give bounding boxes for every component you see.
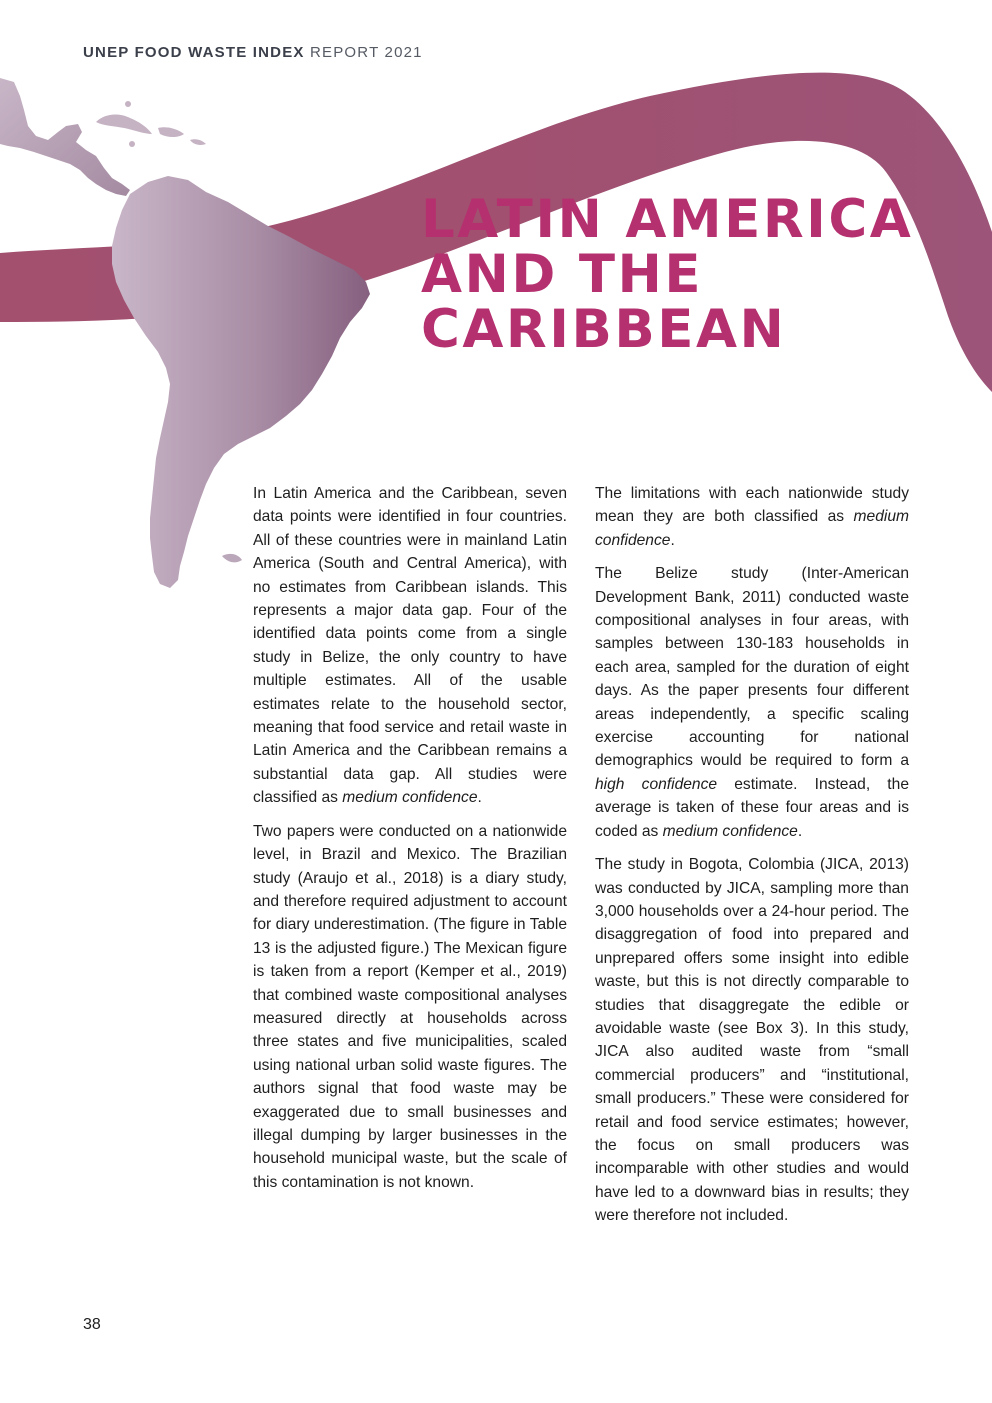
title-line-2: AND THE — [421, 244, 704, 305]
right-text-column — [595, 482, 909, 1238]
page-title — [421, 189, 961, 360]
title-line-3: CARIBBEAN — [421, 299, 787, 360]
title-line-1: LATIN AMERICA — [421, 189, 914, 250]
left-text-column — [253, 482, 567, 1204]
paragraph: The limitations with each nationwide study mean they are both classified as medium confidence. — [595, 485, 909, 549]
caribbean-islands-shape — [96, 115, 152, 134]
report-header-title: UNEP FOOD WASTE INDEX — [83, 44, 305, 61]
paragraph: Two papers were conducted on a nationwide level, in Brazil and Mexico. The Brazilian study (Araujo et al., 2018) is a diary study, and therefore required adjustment to account for diary underestimation. (The figure in Table 13 is the adjusted figure.) The Mexican figure is taken from a report (Kemper et al., 2019) that combined waste compositional analyses measured directly at households across three states and five municipalities, scaled using national urban solid waste figures. The authors signal that food waste may be exaggerated due to small businesses and illegal dumping by larger businesses in the household municipal waste, but the scale of this contamination is not known. — [253, 822, 567, 1191]
central-america-shape — [0, 78, 130, 196]
report-header-subtitle: REPORT 2021 — [304, 44, 423, 61]
paragraph: The study in Bogota, Colombia (JICA, 2013) was conducted by JICA, sampling more than 3,000 households over a 24-hour period. The disaggregation of food into prepared and unprepared offers some insight into edible waste, but this is not directly comparable to studies that disaggregate the edible or avoidable waste (see Box 3). In this study, JICA also audited waste from “small commercial producers” and “institutional, small producers.” These were considered for retail and food service estimates; however, the focus on small producers was incomparable with other studies and would have led to a downward bias in results; they were therefore not included. — [595, 856, 909, 1225]
page-number: 38 — [83, 1316, 101, 1333]
paragraph: In Latin America and the Caribbean, seven data points were identified in four countries. All of these countries were in mainland Latin America (South and Central America), with no estimates from Caribbean islands. This represents a major data gap. Four of the identified data points come from a single study in Belize, the only country to have multiple estimates. All of the usable estimates relate to the household sector, meaning that food service and retail waste in Latin America and the Caribbean remains a substantial data gap. All studies were classified as medium confidence. — [253, 485, 567, 807]
paragraph: The Belize study (Inter-American Development Bank, 2011) conducted waste compositional analyses in four areas, with samples between 130-183 households in each area, sampled for the duration of eight days. As the paper presents four different areas independently, a specific scaling exercise accounting for national demographics would be required to form a high confidence estimate. Instead, the average is taken of these four areas and is coded as medium confidence. — [595, 565, 909, 840]
